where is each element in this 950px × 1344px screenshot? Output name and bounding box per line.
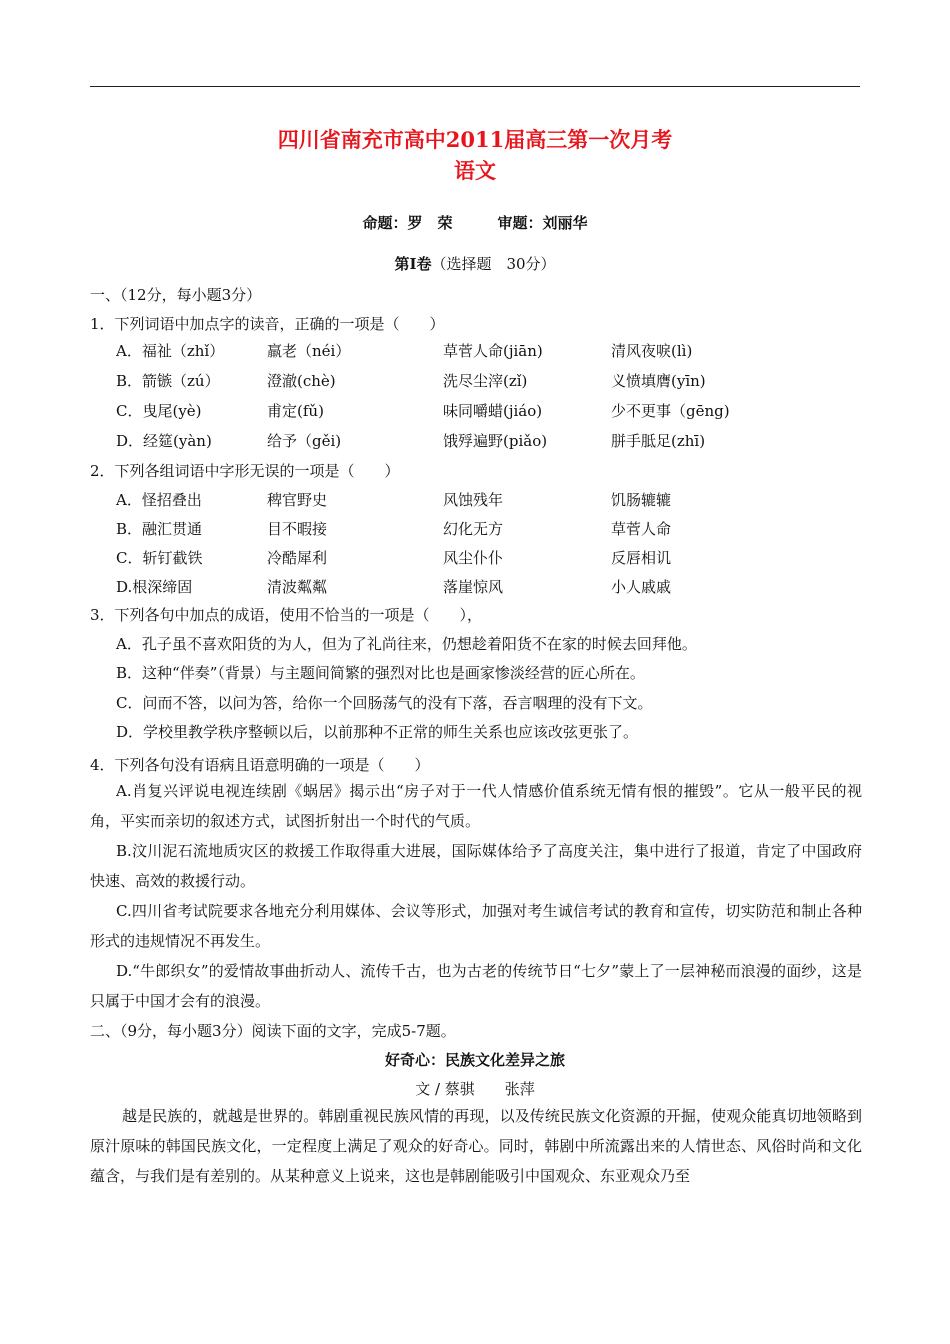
- article-body: 越是民族的，就越是世界的。韩剧重视民族风情的再现，以及传统民族文化资源的开掘，使观众能真切地领略到原汁原味的韩国民族文化，一定程度上满足了观众的好奇心。同时，韩剧中所流露出来的人情世态、风俗时尚和文化蕴含，与我们是有差别的。从某种意义上说来，这也是韩剧能吸引中国观众、东亚观众乃至: [90, 1107, 862, 1185]
- setter: 命题：罗 荣: [362, 214, 453, 232]
- q3-stem: 3．下列各句中加点的成语，使用不恰当的一项是（ ），: [90, 606, 483, 624]
- q4-option-c: C.四川省考试院要求各地充分利用媒体、会议等形式，加强对考生诚信考试的教育和宣传，切实防范和制止各种形式的违规情况不再发生。: [90, 902, 862, 950]
- article-title: 好奇心：民族文化差异之旅: [384, 1051, 565, 1069]
- q2-d-4: 小人戚戚: [611, 578, 672, 596]
- q1-c-2: 甫定(fǔ): [267, 402, 324, 420]
- q2-b-4: 草菅人命: [611, 520, 672, 538]
- q3-option-d: D．学校里教学秩序整顿以后，以前那种不正常的师生关系也应该改弦更张了。: [116, 723, 639, 741]
- q2-c-4: 反唇相讥: [611, 549, 672, 567]
- exam-subject: 语文: [454, 158, 496, 183]
- credits: [0, 212, 950, 233]
- q2-stem: 2．下列各组词语中字形无误的一项是（ ）: [90, 462, 400, 480]
- q2-b-3: 幻化无方: [443, 520, 504, 538]
- q3-option-b: B．这种“伴奏”（背景）与主题间简繁的强烈对比也是画家惨淡经营的匠心所在。: [116, 664, 645, 682]
- q2-c-2: 冷酷犀利: [267, 549, 328, 567]
- q2-b-2: 目不暇接: [267, 520, 328, 538]
- q1-d-1: D．经筵(yàn): [116, 432, 212, 450]
- q4-option-d: D.“牛郎织女”的爱情故事曲折动人、流传千古，也为古老的传统节日“七夕”蒙上了一层神秘而浪漫的面纱，这是只属于中国才会有的浪漫。: [90, 962, 862, 1010]
- q1-c-1: C．曳尾(yè): [116, 402, 202, 420]
- q1-b-1: B．箭镞（zú）: [116, 372, 220, 390]
- q1-b-2: 澄澈(chè): [267, 372, 336, 390]
- header-rule: [90, 86, 860, 87]
- q1-b-4: 义愤填膺(yīn): [611, 372, 706, 390]
- volume-info: （选择题 30分）: [431, 255, 556, 273]
- volume-label: 第Ⅰ卷: [394, 255, 432, 273]
- q1-a-3: 草菅人命(jiān): [443, 342, 543, 360]
- q1-a-1: A．福祉（zhǐ）: [116, 342, 225, 360]
- q2-a-2: 稗官野史: [267, 491, 328, 509]
- q2-d-3: 落崖惊风: [443, 578, 504, 596]
- q1-stem: 1．下列词语中加点字的读音，正确的一项是（ ）: [90, 315, 445, 333]
- q2-d-1: D.根深缔固: [116, 578, 193, 596]
- q4-option-a: A.肖复兴评说电视连续剧《蜗居》揭示出“房子对于一代人情感价值系统无情有恨的摧毁”。它从一般平民的视角，平实而亲切的叙述方式，试图折射出一个时代的气质。: [90, 782, 862, 830]
- q1-a-2: 羸老（néi）: [267, 342, 351, 360]
- q4-option-b: B.汶川泥石流地质灾区的救援工作取得重大进展，国际媒体给予了高度关注，集中进行了报道，肯定了中国政府快速、高效的救援行动。: [90, 842, 862, 890]
- q1-c-3: 味同嚼蜡(jiáo): [443, 402, 543, 420]
- reviewer: 审题：刘丽华: [497, 214, 588, 232]
- q1-d-3: 饿殍遍野(piǎo): [443, 432, 548, 450]
- volume-heading: [0, 253, 950, 274]
- article-byline: 文 / 蔡骐 张萍: [415, 1080, 535, 1098]
- section2-heading: 二、（9分，每小题3分）阅读下面的文字，完成5-7题。: [90, 1022, 456, 1040]
- q4-stem: 4．下列各句没有语病且语意明确的一项是（ ）: [90, 756, 430, 774]
- q1-c-4: 少不更事（gēng): [611, 402, 730, 420]
- q2-a-4: 饥肠辘辘: [611, 491, 672, 509]
- q2-c-3: 风尘仆仆: [443, 549, 504, 567]
- q3-option-c: C．问而不答，以问为答，给你一个回肠荡气的没有下落，吞言咽理的没有下文。: [116, 694, 653, 712]
- q1-b-3: 洗尽尘滓(zǐ): [443, 372, 528, 390]
- exam-title: 四川省南充市高中2011届高三第一次月考: [277, 127, 673, 152]
- q2-b-1: B．融汇贯通: [116, 520, 203, 538]
- q1-a-4: 清风夜唳(lì): [611, 342, 693, 360]
- q1-d-4: 胼手胝足(zhī): [611, 432, 706, 450]
- section1-heading: 一、（12分，每小题3分）: [90, 286, 262, 304]
- q3-option-a: A．孔子虽不喜欢阳货的为人，但为了礼尚往来，仍想趁着阳货不在家的时候去回拜他。: [116, 635, 697, 653]
- q2-d-2: 清波粼粼: [267, 578, 328, 596]
- q2-a-3: 风蚀残年: [443, 491, 504, 509]
- q1-d-2: 给予（gěi): [267, 432, 342, 450]
- q2-c-1: C．斩钉截铁: [116, 549, 203, 567]
- q2-a-1: A．怪招叠出: [116, 491, 202, 509]
